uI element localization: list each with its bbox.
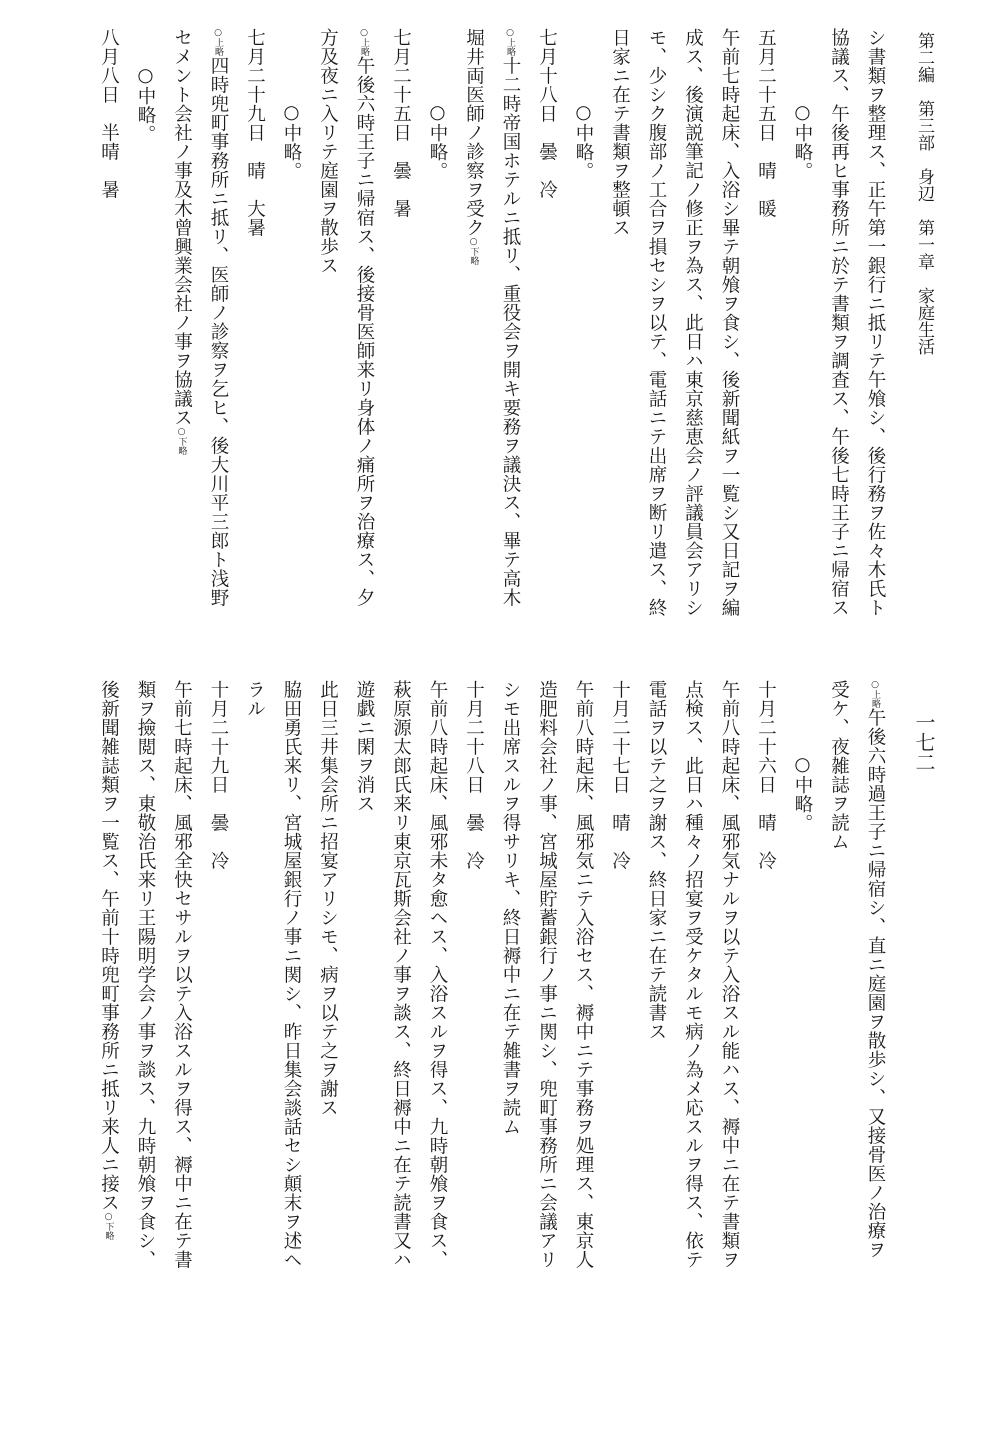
text-line: モ、少シク腹部ノ工合ヲ損セシヲ以テ、電話ニテ出席ヲ断リ遣ス、終 bbox=[646, 28, 667, 617]
text-line: 受ケ、夜雑誌ヲ読ム bbox=[828, 680, 850, 851]
text-line-body: 十二時帝国ホテルニ抵リ、重役会ヲ開キ要務ヲ議決ス、畢テ高木 bbox=[500, 56, 521, 607]
omit-above-mark: ○上略 bbox=[870, 680, 880, 708]
date-heading: 五月二十五日 晴 暖 bbox=[755, 28, 777, 218]
omit-above-mark: ○上略 bbox=[213, 28, 223, 56]
date-heading: 七月二十五日 曇 暑 bbox=[390, 28, 412, 218]
text-line bbox=[203, 28, 234, 668]
running-head: 第二編 第三部 身辺 第一章 家庭生活 bbox=[914, 32, 934, 355]
text-line: 協議ス、午後再ヒ事務所ニ於テ書類ヲ調査ス、午後七時王子ニ帰宿ス bbox=[828, 28, 850, 617]
omit-below-mark: ○下略 bbox=[468, 237, 479, 265]
text-line: 午前八時起床、風邪未タ愈ヘス、入浴スルヲ得ス、九時朝飧ヲ食ス、 bbox=[427, 680, 448, 1269]
text-line: シ書類ヲ整理ス、正午第一銀行ニ抵リテ午飧シ、後行務ヲ佐々木氏ト bbox=[865, 28, 886, 617]
text-line-body: 午後六時王子ニ帰宿ス、後接骨医師来リ身体ノ痛所ヲ治療ス、夕 bbox=[354, 56, 375, 607]
text-line bbox=[93, 680, 124, 1380]
upper-text-block bbox=[60, 28, 890, 668]
omission-note: ○中略。 bbox=[792, 754, 813, 833]
text-line: 午前七時起床、入浴シ畢テ朝飧ヲ食シ、後新聞紙ヲ一覧シ又日記ヲ編 bbox=[719, 28, 740, 617]
omit-below-mark: ○下略 bbox=[176, 427, 187, 455]
text-line bbox=[495, 28, 526, 668]
date-heading: 七月二十九日 晴 大暑 bbox=[244, 28, 266, 237]
omission-note: ○中略。 bbox=[135, 65, 156, 144]
text-line-body: 午後六時過王子ニ帰宿シ、直ニ庭園ヲ散歩シ、又接骨医ノ治療ヲ bbox=[865, 708, 886, 1259]
date-heading: 十月二十七日 晴 冷 bbox=[609, 680, 631, 870]
omit-above-mark: ○上略 bbox=[505, 28, 515, 56]
text-line-body: 四時兜町事務所ニ抵リ、医師ノ診察ヲ乞ヒ、後大川平三郎ト浅野 bbox=[208, 56, 229, 607]
date-heading: 十月二十六日 晴 冷 bbox=[755, 680, 777, 870]
text-line: 造肥料会社ノ事、宮城屋貯蓄銀行ノ事ニ関シ、兜町事務所ニ会議アリ bbox=[536, 680, 558, 1269]
text-line bbox=[458, 28, 489, 668]
text-line-body: 堀井両医師ノ診察ヲ受ク bbox=[463, 28, 485, 237]
date-heading: 八月八日 半晴 暑 bbox=[98, 28, 120, 199]
text-line bbox=[349, 28, 380, 668]
text-line: 類ヲ撿閲ス、東敬治氏来リ王陽明学会ノ事ヲ談ス、九時朝飧ヲ食シ、 bbox=[135, 680, 156, 1269]
page-number: 一七二 bbox=[912, 712, 936, 772]
omit-above-mark: ○上略 bbox=[359, 28, 369, 56]
date-heading: 十月二十八日 曇 冷 bbox=[463, 680, 485, 870]
text-line: 午前七時起床、風邪全快セサルヲ以テ入浴スルヲ得ス、褥中ニ在テ書 bbox=[171, 680, 193, 1269]
omission-note: ○中略。 bbox=[427, 102, 448, 181]
date-heading: 十月二十九日 曇 冷 bbox=[208, 680, 229, 870]
text-line-body: セメント会社ノ事及木曾興業会社ノ事ヲ協議ス bbox=[171, 28, 193, 427]
omit-below-mark: ○下略 bbox=[103, 1212, 114, 1240]
date-heading: 七月十八日 曇 冷 bbox=[536, 28, 558, 199]
text-line bbox=[166, 28, 197, 668]
text-line: 萩原源太郎氏来リ東京瓦斯会社ノ事ヲ談ス、終日褥中ニ在テ読書又ハ bbox=[390, 680, 412, 1269]
text-line: 此日三井集会所ニ招宴アリシモ、病ヲ以テ之ヲ謝ス bbox=[317, 680, 339, 1117]
text-line-body: 後新聞雑誌類ヲ一覧ス、午前十時兜町事務所ニ抵リ来人ニ接ス bbox=[98, 680, 120, 1212]
lower-text-block bbox=[60, 680, 890, 1380]
text-line: 日家ニ在テ書類ヲ整頓ス bbox=[609, 28, 631, 237]
text-line: 脇田勇氏来リ、宮城屋銀行ノ事ニ関シ、昨日集会談話セシ顛末ヲ述ヘ bbox=[281, 680, 302, 1269]
text-line: 電話ヲ以テ之ヲ謝ス、終日家ニ在テ読書ス bbox=[646, 680, 667, 1041]
text-line: 午前八時起床、風邪気ナルヲ以テ入浴スル能ハス、褥中ニ在テ書類ヲ bbox=[719, 680, 740, 1269]
text-line: 遊戯ニ閑ヲ消ス bbox=[354, 680, 375, 813]
text-line: 成ス、後演説筆記ノ修正ヲ為ス、此日ハ東京慈恵会ノ評議員会アリシ bbox=[682, 28, 704, 617]
text-line: ラル bbox=[244, 680, 266, 718]
text-line: 方及夜ニ入リテ庭園ヲ散歩ス bbox=[317, 28, 339, 275]
text-line: 点検ス、此日ハ種々ノ招宴ヲ受ケタルモ病ノ為メ応スルヲ得ス、依テ bbox=[682, 680, 704, 1269]
text-line bbox=[860, 680, 891, 1380]
text-line: シモ出席スルヲ得サリキ、終日褥中ニ在テ雑書ヲ読ム bbox=[500, 680, 521, 1136]
omission-note: ○中略。 bbox=[573, 102, 594, 181]
text-line: 午前八時起床、風邪気ニテ入浴セス、褥中ニテ事務ヲ処理ス、東京人 bbox=[573, 680, 594, 1269]
omission-note: ○中略。 bbox=[792, 102, 813, 181]
omission-note: ○中略。 bbox=[281, 102, 302, 181]
